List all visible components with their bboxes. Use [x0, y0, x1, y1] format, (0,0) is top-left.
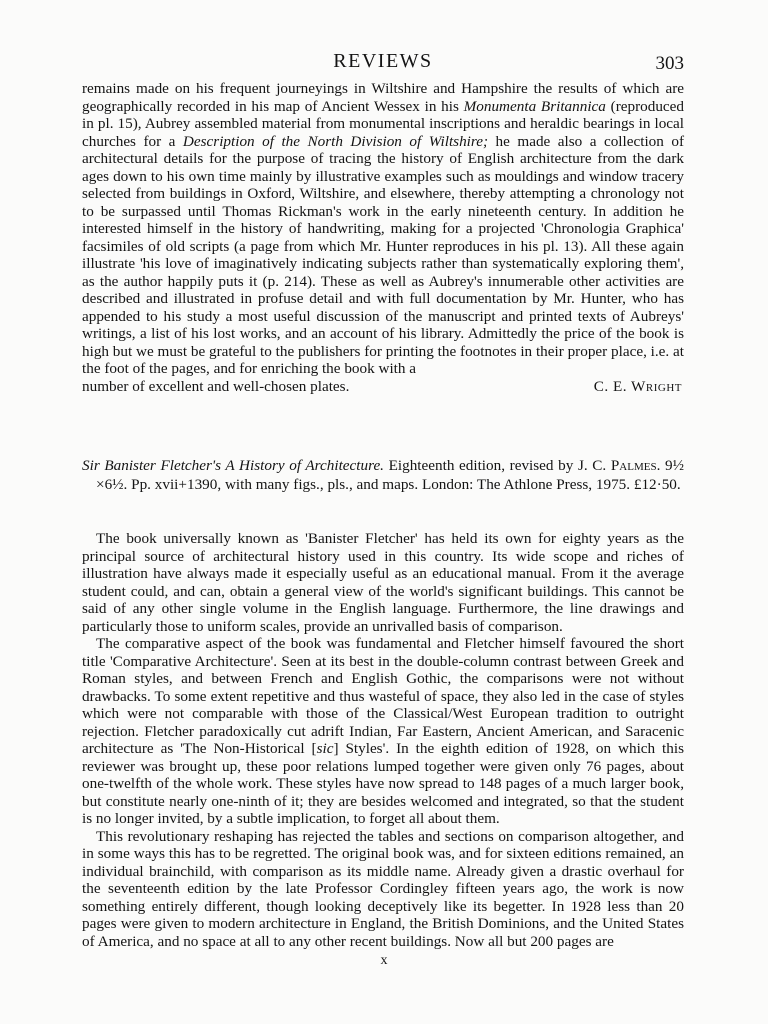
book-title: Sir Banister Fletcher's A History of Architecture.: [82, 457, 384, 474]
citation-edition: Eighteenth edition, revised by J. C.: [383, 457, 611, 474]
citation-reviser: Palmes.: [610, 457, 661, 474]
reviewer-signature: C. E. Wright: [593, 377, 682, 395]
italic-sic: sic: [316, 740, 334, 757]
signature-line: [82, 378, 684, 396]
signature-mark: x: [380, 953, 388, 968]
citation-details: 9½ ×6½. Pp. xvii+1390, with many figs., pls., and maps. London: The Athlone Press, 1975. £12·50.: [96, 457, 685, 493]
text-segment: remains made on his frequent journeyings in Wiltshire and Hampshire the results of which are geographically recorded in his map of Ancient Wessex in his: [82, 80, 684, 115]
citation-text: [82, 456, 684, 494]
text-segment: he made also a collection of architectural details for the purpose of tracing the history of English architecture from the dark ages down to his own time mainly by illustrative examples such as mouldings and window tracery selected from buildings in Oxford, Wiltshire, and elsewhere, thereby attempting a chronology not to be surpassed until Thomas Rickman's work in the early nineteenth century. In addition he interested himself in the history of handwriting, making for a projected 'Chronologia Graphica' facsimiles of old scripts (a page from which Mr. Hunter reproduces in his pl. 13). All these again illustrate 'his love of imaginatively indicating subjects rather than systematically exploring them', as the author happily puts it (p. 214). These as well as Aubrey's innumerable other activities are described and illustrated in profuse detail and with full documentation by Mr. Hunter, who has appended to his study a most useful discussion of the manuscript and printed texts of Aubreys' writings, a list of his lost works, and an account of his library. Admittedly the price of the book is high but we must be grateful to the publishers for printing the footnotes in their proper place, i.e. at the foot of the pages, and for enriching the book with a: [82, 132, 685, 377]
review-fletcher: [82, 530, 684, 950]
text-segment: ] Styles'. In the eighth edition of 1928, on which this reviewer was brought up, these poor relations lumped together were given only 76 pages, about one-twelfth of the whole work. These styles have now spread to 148 pages of a much larger book, but constitute nearly one-ninth of it; they are besides welcomed and integrated, so that the student is no longer invited, by a subtle implication, to forget all about them.: [82, 740, 685, 827]
closing-text: number of excellent and well-chosen plates.: [82, 377, 350, 395]
review-aubrey-paragraph: [82, 80, 684, 378]
review-paragraph-3: This revolutionary reshaping has rejected the tables and sections on comparison altogether, and in some ways this has to be regretted. The original book was, and for sixteen editions remained, an individual brainchild, with comparison as its middle name. Already given a drastic overhaul for the seventeenth edition by the late Professor Cordingley fifteen years ago, the work is now something entirely different, though looking deceptively like its begetter. In 1928 less than 20 pages were given to modern architecture in England, the British Dominions, and the United States of America, and no space at all to any other recent buildings. Now all but 200 pages are: [82, 827, 684, 950]
running-head: [82, 50, 684, 76]
review-paragraph-2: [82, 635, 684, 828]
text-segment: The comparative aspect of the book was fundamental and Fletcher himself favoured the short title 'Comparative Architecture'. Seen at its best in the double-column contrast between Greek and Roman styles, and between French and English Gothic, the comparisons were not without drawbacks. To some extent repetitive and thus wasteful of space, they also led in the case of styles which were not comparable with those of the Classical/West European tradition to outright rejection. Fletcher paradoxically cut adrift Indian, Far Eastern, Ancient American, and Saracenic architecture as 'The Non-Historical [: [82, 635, 684, 757]
running-title: REVIEWS: [333, 50, 433, 72]
book-citation: [82, 456, 684, 494]
page-number: 303: [655, 53, 684, 74]
review-aubrey: [82, 80, 684, 395]
review-paragraph-1: The book universally known as 'Banister Fletcher' has held its own for eighty years as the principal source of architectural history used in this country. Its wide scope and riches of illustration have always made it especially useful as an educational manual. From it the average student could, and can, obtain a general view of the world's significant buildings. This cannot be said of any other single volume in the English language. Furthermore, the line drawings and particularly those to uniform scales, provide an unrivalled basis of comparison.: [82, 530, 684, 635]
italic-title: Monumenta Britannica: [463, 97, 606, 115]
text-segment: (reproduced in pl. 15), Aubrey assembled material from monumental inscriptions and heraldic bearings in local churches for a: [82, 97, 684, 150]
italic-title: Description of the North Division of Wiltshire;: [182, 132, 489, 150]
